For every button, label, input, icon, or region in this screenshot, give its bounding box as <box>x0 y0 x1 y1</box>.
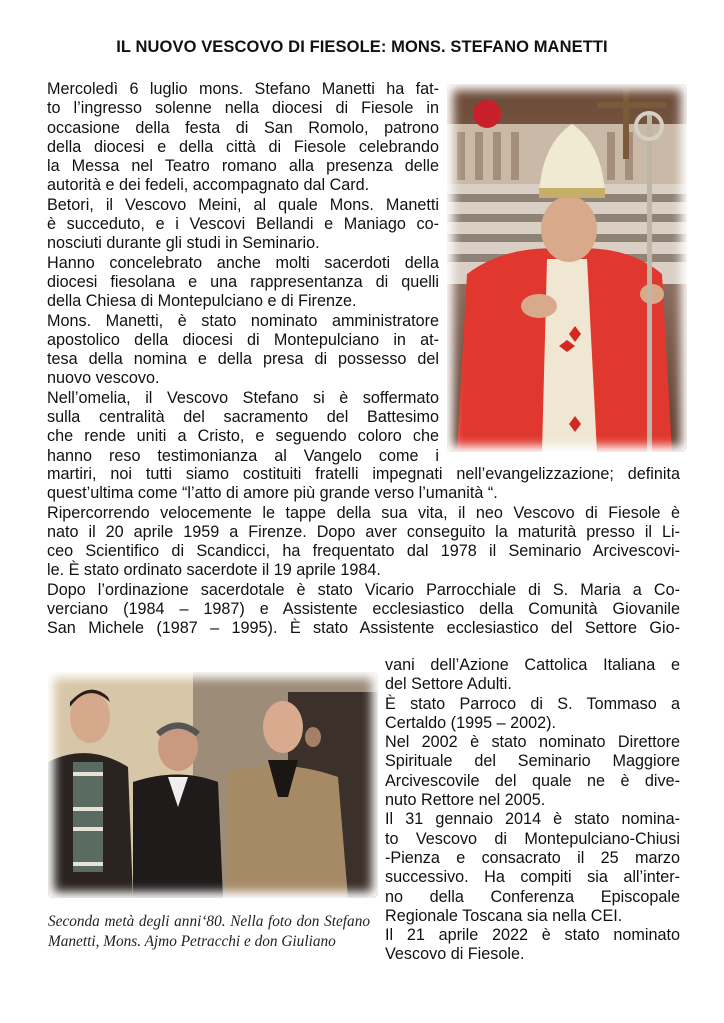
text-line: San Michele (1987 – 1995). È stato Assistente ecclesiastico del Settore Gio- <box>47 619 680 638</box>
text-line: hanno reso testimonianza al Vangelo come i <box>47 446 439 465</box>
text-line: È stato Parroco di S. Tommaso a <box>385 694 680 713</box>
text-line: successivo. Ha compiti sia all’inter- <box>385 868 680 887</box>
text-line: Spirituale del Seminario Maggiore <box>385 752 680 771</box>
text-line: Mercoledì 6 luglio mons. Stefano Manetti ha fat- <box>47 80 439 98</box>
text-line: nuovo vescovo. <box>47 369 160 388</box>
text-line: che rende uniti a Cristo, e seguendo coloro che <box>47 427 439 446</box>
text-line: della Chiesa di Montepulciano e di Firenze. <box>47 292 357 311</box>
bishop-photo <box>447 84 687 452</box>
text-line: diocesi fiesolana e una rappresentanza di quelli <box>47 272 439 291</box>
article-title: IL NUOVO VESCOVO DI FIESOLE: MONS. STEFANO MANETTI <box>116 38 608 56</box>
text-line: autorità e dei fedeli, accompagnato dal Card. <box>47 176 370 195</box>
text-line: nosciuti durante gli studi in Seminario. <box>47 234 320 253</box>
text-line: Hanno concelebrato anche molti sacerdoti della <box>47 253 439 272</box>
text-line: della diocesi e della città di Fiesole celebrando <box>47 137 439 156</box>
text-line: la Messa nel Teatro romano alla presenza delle <box>47 157 439 176</box>
left-column-text <box>47 80 439 466</box>
text-line: occasione della festa di San Romolo, patrono <box>47 118 439 137</box>
text-line: Il 21 aprile 2022 è stato nominato <box>385 926 680 945</box>
text-line: Nel 2002 è stato nominato Direttore <box>385 733 680 752</box>
text-line: verciano (1984 – 1987) e Assistente ecclesiastico della Comunità Giovanile <box>47 600 680 619</box>
text-line: Nell’omelia, il Vescovo Stefano si è soffermato <box>47 388 439 407</box>
text-line: to l’ingresso solenne nella diocesi di Fiesole in <box>47 99 439 118</box>
text-line: Mons. Manetti, è stato nominato amministratore <box>47 311 439 330</box>
text-line: nato il 20 aprile 1959 a Firenze. Dopo aver conseguito la maturità presso il Li- <box>47 522 680 541</box>
text-line: martiri, noi tutti siamo costituiti fratelli impegnati nell’evangelizzazione; definita <box>47 465 680 483</box>
text-line: Arcivescovile del quale ne è dive- <box>385 771 680 790</box>
text-line: è succeduto, e i Vescovi Bellandi e Maniago co- <box>47 215 439 234</box>
group-photo <box>48 672 378 898</box>
text-line: no della Conferenza Episcopale <box>385 887 680 906</box>
text-line: tesa della nomina e della presa di possesso del <box>47 350 439 369</box>
text-line: sulla centralità del sacramento del Battesimo <box>47 408 439 427</box>
text-line: Betori, il Vescovo Meini, al quale Mons. Manetti <box>47 195 439 214</box>
text-line: to Vescovo di Montepulciano-Chiusi <box>385 829 680 848</box>
text-line: Regionale Toscana sia nella CEI. <box>385 906 623 925</box>
text-line: Dopo l’ordinazione sacerdotale è stato Vicario Parrocchiale di S. Maria a Co- <box>47 580 680 599</box>
full-width-text <box>47 465 680 639</box>
text-line: nuto Rettore nel 2005. <box>385 791 546 810</box>
text-line: Certaldo (1995 – 2002). <box>385 713 556 732</box>
right-column-text <box>385 656 680 965</box>
text-line: Vescovo di Fiesole. <box>385 945 525 964</box>
text-line: -Pienza e consacrato il 25 marzo <box>385 848 680 867</box>
text-line: vani dell’Azione Cattolica Italiana e <box>385 656 680 674</box>
photo-caption: Seconda metà degli anni‘80. Nella foto don Stefano Manetti, Mons. Ajmo Petracchi e don Giuliano <box>48 913 370 950</box>
text-line: Ripercorrendo velocemente le tappe della sua vita, il neo Vescovo di Fiesole è <box>47 503 680 522</box>
text-line: quest’ultima come “l’atto di amore più grande verso l’umanità “. <box>47 484 498 503</box>
text-line: Il 31 gennaio 2014 è stato nomina- <box>385 810 680 829</box>
text-line: apostolico della diocesi di Montepulciano in at- <box>47 330 439 349</box>
text-line: ceo Scientifico di Scandicci, ha frequentato dal 1978 il Seminario Arcivescovi- <box>47 542 680 561</box>
text-line: del Settore Adulti. <box>385 675 512 694</box>
text-line: le. È stato ordinato sacerdote il 19 aprile 1984. <box>47 561 381 580</box>
